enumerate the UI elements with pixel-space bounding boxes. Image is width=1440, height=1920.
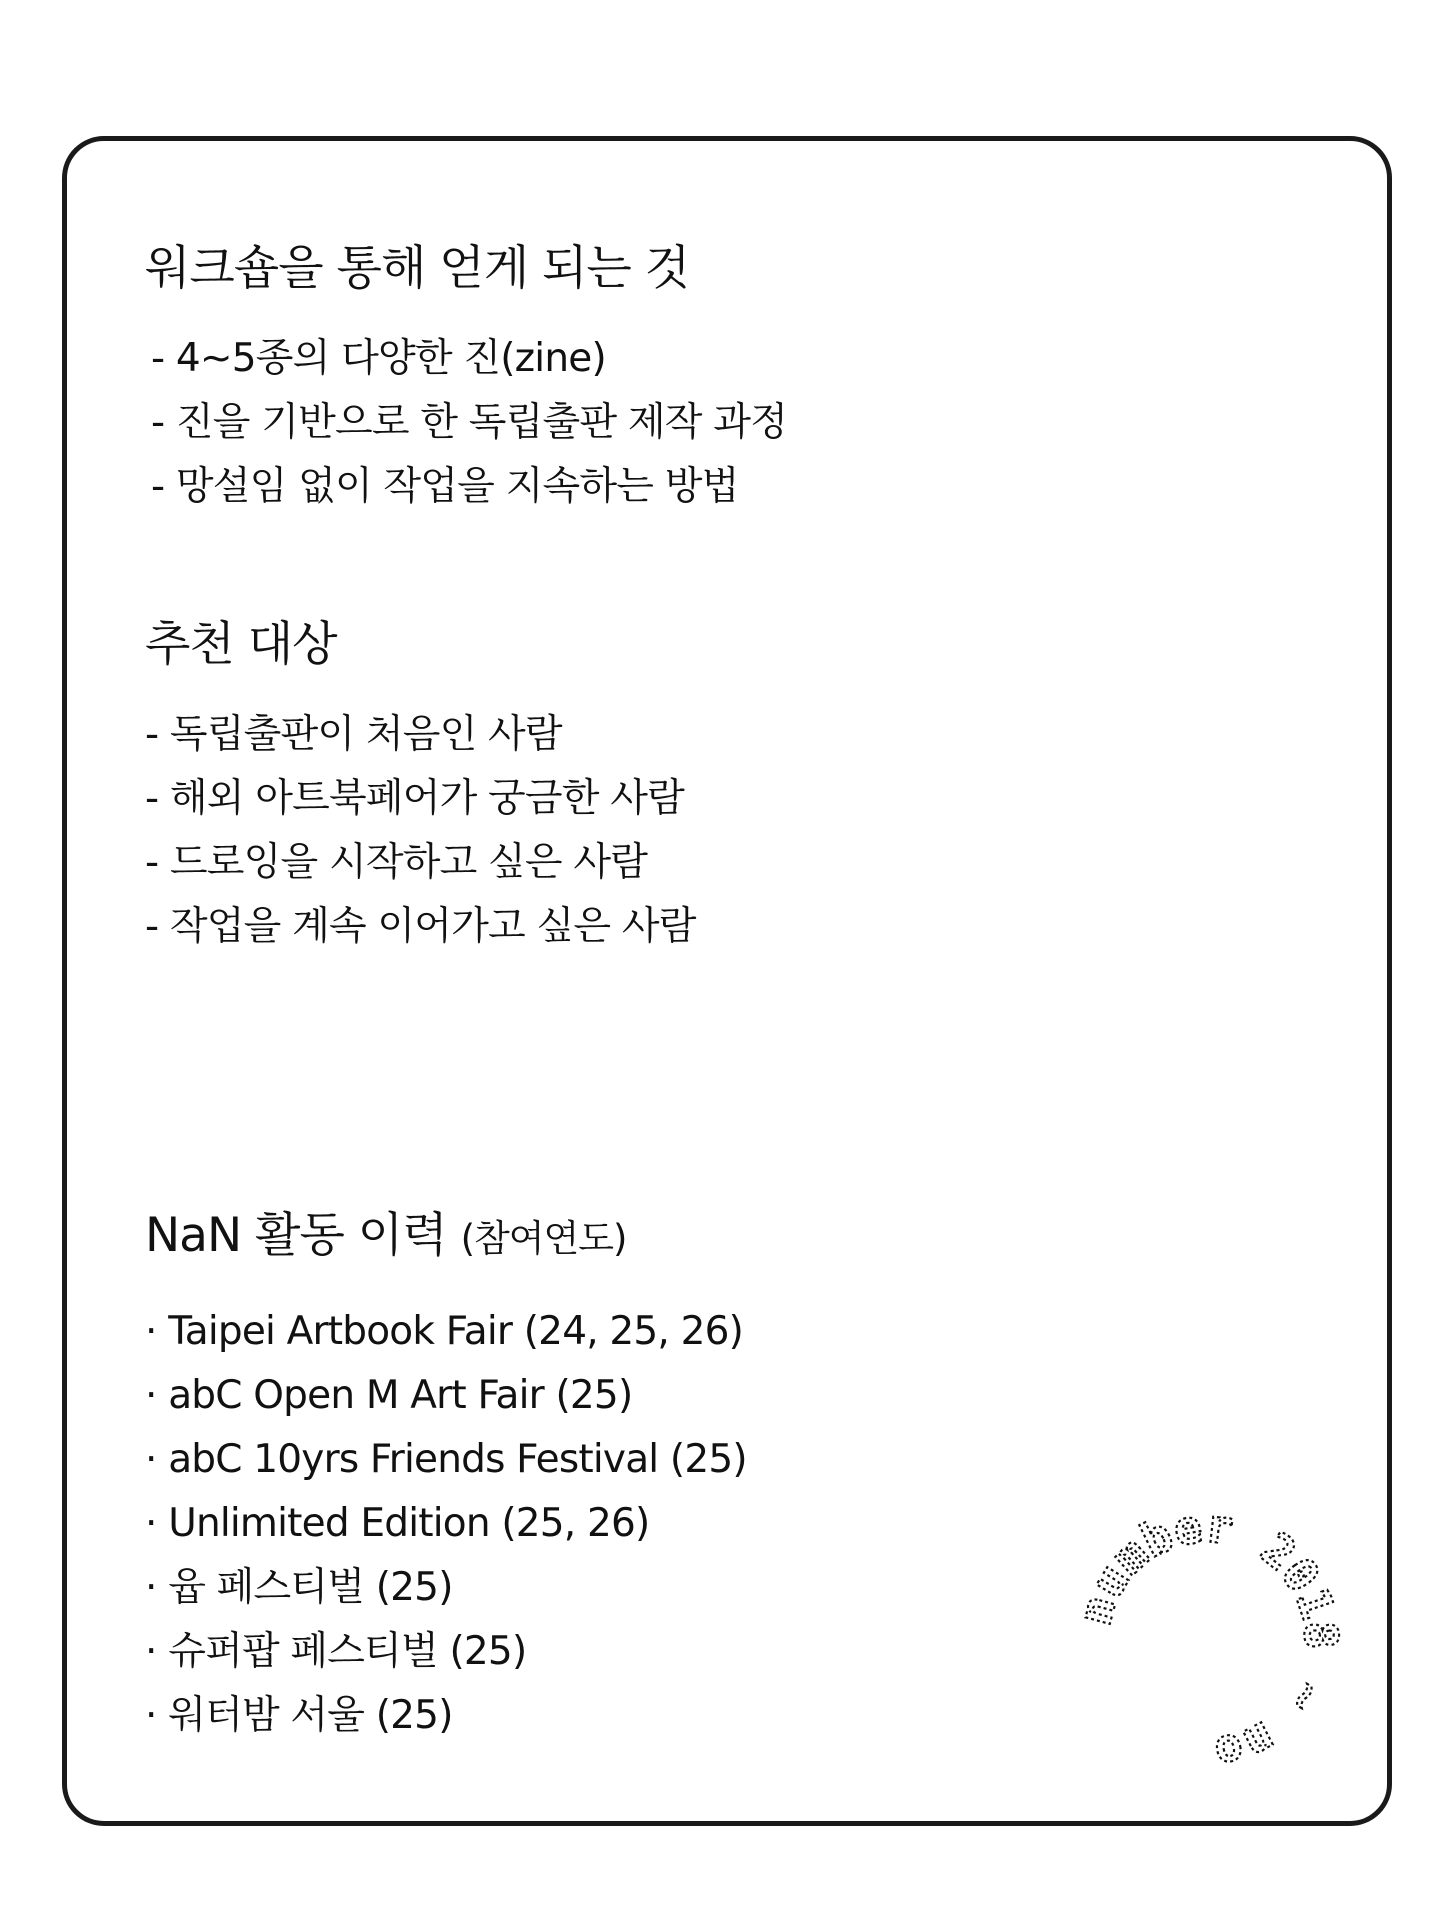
- list-item: · abC Open M Art Fair (25): [145, 1373, 633, 1419]
- list-item: · Taipei Artbook Fair (24, 25, 26): [145, 1309, 744, 1355]
- history-list: [145, 1300, 747, 1748]
- stamp-text: number 2018 ~ no: [1067, 1498, 1349, 1781]
- list-item: - 해외 아트북페어가 궁금한 사람: [145, 776, 685, 822]
- section-recommended-audience: [145, 617, 696, 959]
- list-item: · 슈퍼팝 페스티벌 (25): [145, 1629, 527, 1675]
- list-item: · Unlimited Edition (25, 26): [145, 1501, 650, 1547]
- list-item: · 윱 페스티벌 (25): [145, 1565, 453, 1611]
- list-item: - 독립출판이 처음인 사람: [145, 712, 562, 758]
- list-item: - 드로잉을 시작하고 싶은 사람: [145, 840, 648, 886]
- section-title-sub: (참여연도): [460, 1217, 627, 1260]
- list-item: - 망설임 없이 작업을 지속하는 방법: [151, 464, 739, 510]
- benefit-list: [151, 327, 787, 519]
- section-title-main: NaN 활동 이력: [145, 1208, 447, 1263]
- section-title: 추천 대상: [145, 617, 337, 672]
- list-item: - 4~5종의 다양한 진(zine): [151, 336, 606, 382]
- section-workshop-benefits: [145, 241, 787, 519]
- list-item: · abC 10yrs Friends Festival (25): [145, 1437, 747, 1483]
- list-item: - 작업을 계속 이어가고 싶은 사람: [145, 904, 696, 950]
- list-item: · 워터밤 서울 (25): [145, 1693, 453, 1739]
- section-title: 워크숍을 통해 얻게 되는 것: [145, 241, 690, 296]
- audience-list: [145, 703, 696, 959]
- section-activity-history: [145, 1208, 747, 1748]
- section-title: [145, 1208, 747, 1264]
- list-item: - 진을 기반으로 한 독립출판 제작 과정: [151, 400, 787, 446]
- circular-logo-stamp: [1062, 1495, 1352, 1785]
